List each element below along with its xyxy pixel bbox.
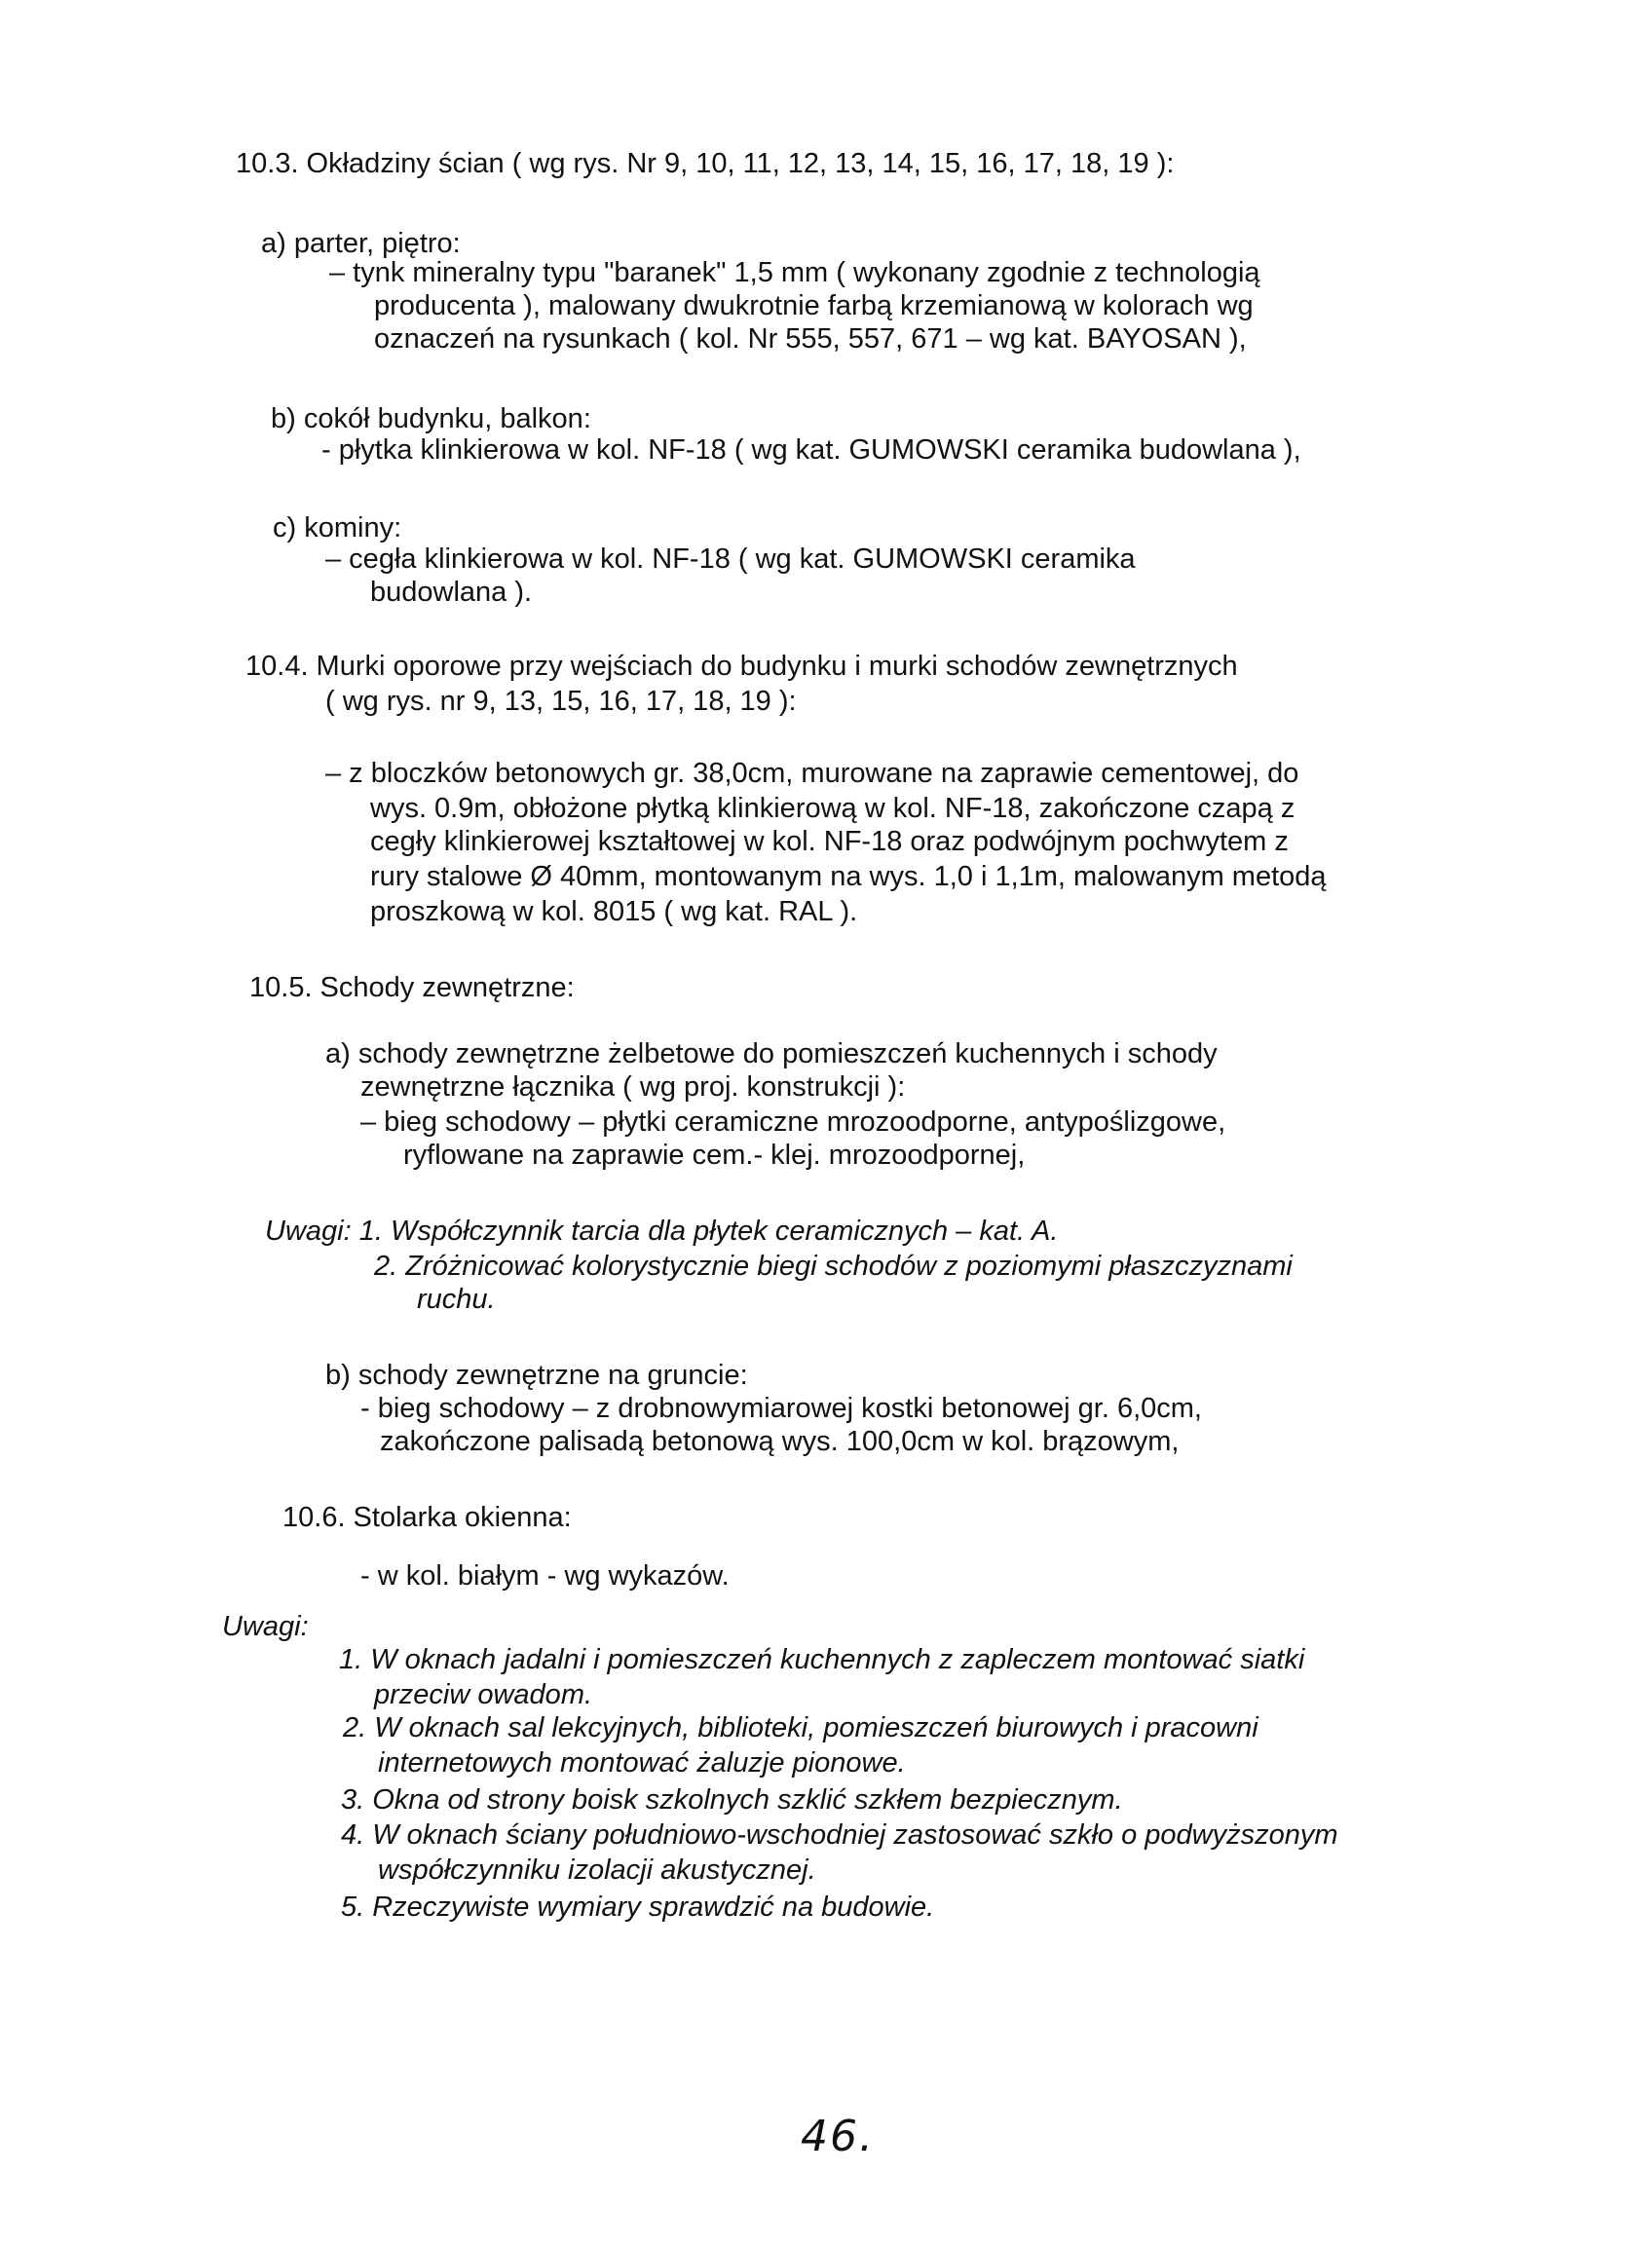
section-10-3-b-line-1: - płytka klinkierowa w kol. NF-18 ( wg kat. GUMOWSKI ceramika budowlana ), xyxy=(321,434,1301,466)
section-10-5-a-line-1: a) schody zewnętrzne żelbetowe do pomieszczeń kuchennych i schody xyxy=(325,1038,1218,1069)
section-10-3-c-line-2: budowlana ). xyxy=(370,577,533,608)
section-10-3-c-line-1: – cegła klinkierowa w kol. NF-18 ( wg kat. GUMOWSKI ceramika xyxy=(325,543,1136,575)
window-note-2-line-2: internetowych montować żaluzje pionowe. xyxy=(378,1747,906,1779)
section-10-3-c-label: c) kominy: xyxy=(273,512,402,543)
section-10-5-b-line-3: zakończone palisadą betonową wys. 100,0cm w kol. brązowym, xyxy=(380,1426,1180,1457)
page-number: 46. xyxy=(801,2112,875,2161)
section-10-3-a-line-3: oznaczeń na rysunkach ( kol. Nr 555, 557, 671 – wg kat. BAYOSAN ), xyxy=(374,323,1247,355)
section-10-3-a-line-2: producenta ), malowany dwukrotnie farbą krzemianową w kolorach wg xyxy=(374,290,1254,321)
window-note-1-line-2: przeciw owadom. xyxy=(374,1679,593,1710)
section-10-5-note-line-3: ruchu. xyxy=(417,1284,496,1315)
window-note-4-line-1: 4. W oknach ściany południowo-wschodniej zastosować szkło o podwyższonym xyxy=(341,1819,1338,1851)
section-10-3-a-label: a) parter, piętro: xyxy=(261,228,461,259)
section-10-4-heading-line-1: 10.4. Murki oporowe przy wejściach do budynku i murki schodów zewnętrznych xyxy=(245,651,1238,682)
section-10-6-line-1: - w kol. białym - wg wykazów. xyxy=(360,1560,730,1592)
section-10-4-line-4: rury stalowe Ø 40mm, montowanym na wys. 1,0 i 1,1m, malowanym metodą xyxy=(370,861,1327,892)
section-10-4-line-1: – z bloczków betonowych gr. 38,0cm, murowane na zaprawie cementowej, do xyxy=(325,758,1299,789)
section-10-4-heading-line-2: ( wg rys. nr 9, 13, 15, 16, 17, 18, 19 ): xyxy=(325,686,797,717)
section-10-5-a-line-2: zewnętrzne łącznika ( wg proj. konstrukcji ): xyxy=(360,1071,906,1103)
section-10-3-b-label: b) cokół budynku, balkon: xyxy=(271,403,591,434)
section-10-5-note-line-1: Uwagi: 1. Współczynnik tarcia dla płytek ceramicznych – kat. A. xyxy=(265,1216,1059,1247)
section-10-5-note-line-2: 2. Zróżnicować kolorystycznie biegi schodów z poziomymi płaszczyznami xyxy=(374,1251,1293,1282)
section-10-5-b-line-2: - bieg schodowy – z drobnowymiarowej kostki betonowej gr. 6,0cm, xyxy=(360,1393,1202,1424)
window-note-2-line-1: 2. W oknach sal lekcyjnych, biblioteki, pomieszczeń biurowych i pracowni xyxy=(343,1712,1258,1743)
window-note-3: 3. Okna od strony boisk szkolnych szklić szkłem bezpiecznym. xyxy=(341,1784,1123,1816)
section-10-4-line-2: wys. 0.9m, obłożone płytką klinkierową w kol. NF-18, zakończone czapą z xyxy=(370,793,1295,824)
section-10-6-notes-label: Uwagi: xyxy=(222,1611,309,1642)
section-10-3-heading: 10.3. Okładziny ścian ( wg rys. Nr 9, 10, 11, 12, 13, 14, 15, 16, 17, 18, 19 ): xyxy=(236,148,1175,179)
section-10-5-a-line-4: ryflowane na zaprawie cem.- klej. mrozoodpornej, xyxy=(403,1140,1026,1171)
window-note-4-line-2: współczynniku izolacji akustycznej. xyxy=(378,1855,816,1886)
section-10-6-heading: 10.6. Stolarka okienna: xyxy=(282,1502,572,1533)
window-note-5: 5. Rzeczywiste wymiary sprawdzić na budowie. xyxy=(341,1892,935,1923)
section-10-5-a-line-3: – bieg schodowy – płytki ceramiczne mrozoodporne, antypoślizgowe, xyxy=(360,1106,1226,1138)
section-10-5-b-line-1: b) schody zewnętrzne na gruncie: xyxy=(325,1360,748,1391)
section-10-5-heading: 10.5. Schody zewnętrzne: xyxy=(249,972,575,1003)
section-10-3-a-line-1: – tynk mineralny typu "baranek" 1,5 mm ( wykonany zgodnie z technologią xyxy=(329,257,1260,288)
window-note-1-line-1: 1. W oknach jadalni i pomieszczeń kuchennych z zapleczem montować siatki xyxy=(339,1644,1305,1675)
section-10-4-line-5: proszkową w kol. 8015 ( wg kat. RAL ). xyxy=(370,896,858,927)
section-10-4-line-3: cegły klinkierowej kształtowej w kol. NF-18 oraz podwójnym pochwytem z xyxy=(370,826,1289,857)
